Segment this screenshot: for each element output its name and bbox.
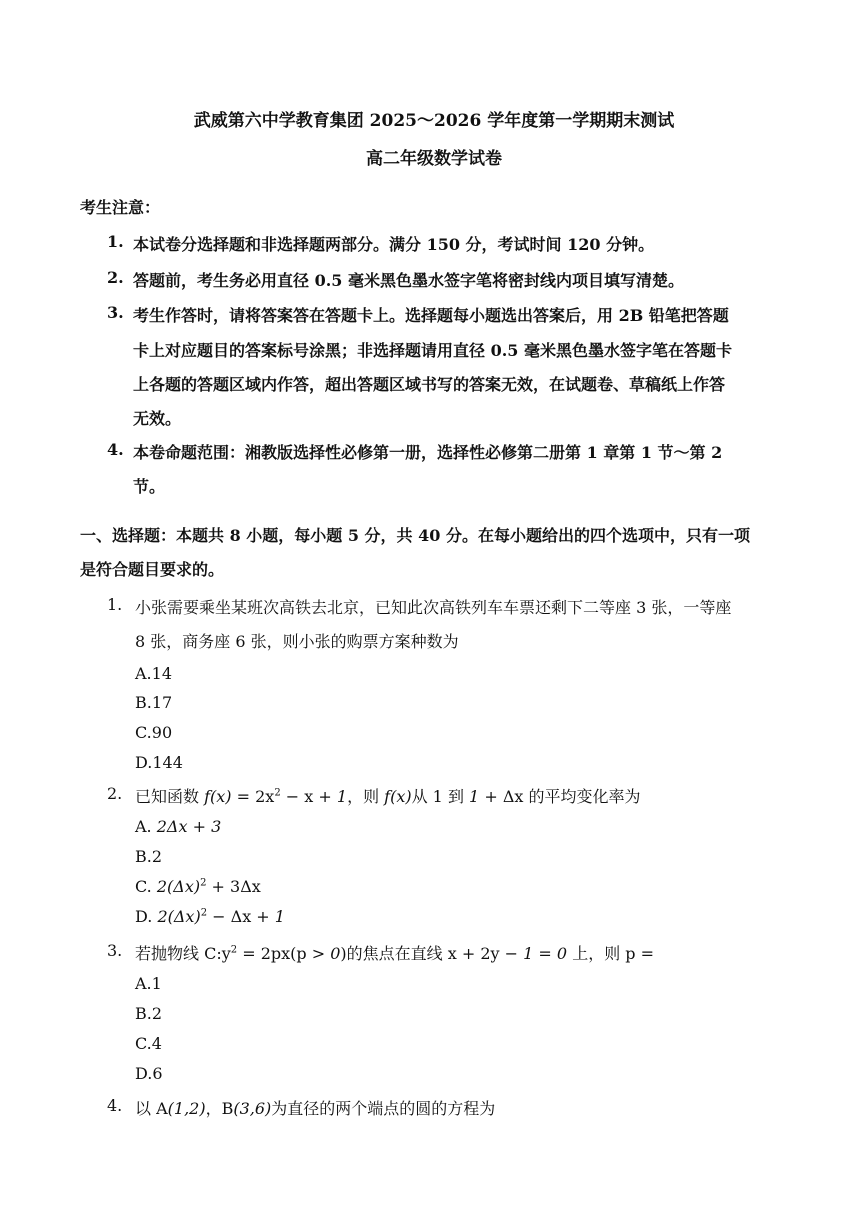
question-3-option-c: C.4 (135, 1034, 162, 1053)
question-3-option-d: D.6 (135, 1064, 163, 1083)
question-1-option-c: C.90 (135, 723, 173, 742)
notice-item-1-line: 本试卷分选择题和非选择题两部分。满分 150 分，考试时间 120 分钟。 (133, 235, 655, 254)
question-1-option-d: D.144 (135, 753, 183, 772)
question-3-number: 3. (107, 941, 123, 960)
question-1-stem-line-2: 8 张，商务座 6 张，则小张的购票方案种数为 (135, 632, 459, 651)
section-1-heading-line-2: 是符合题目要求的。 (80, 560, 225, 579)
notice-item-3-line-1: 考生作答时，请将答案答在答题卡上。选择题每小题选出答案后，用 2B 铅笔把答题 (133, 306, 729, 325)
exam-subtitle: 高二年级数学试卷 (366, 149, 502, 169)
question-2-option-d: D. $2(\Delta x)^2 - \Delta x + 1$ (135, 907, 285, 926)
exam-title: 武威第六中学教育集团 2025～2026 学年度第一学期期末测试 (193, 111, 675, 131)
notice-item-3-line-4: 无效。 (133, 409, 182, 428)
notice-item-1-num: 1. (107, 232, 124, 251)
notice-item-4-num: 4. (107, 440, 124, 459)
question-2-stem: 已知函数 $f(x) = 2x^2 - x + 1$，则 f(x)从 1 到 1 + Δx 的平均变化率为 (135, 787, 641, 806)
question-2-option-c: C. $2(\Delta x)^2 + 3\Delta x$ (135, 877, 261, 896)
question-4-stem: 以 A(1,2)，B(3,6)为直径的两个端点的圆的方程为 (135, 1099, 496, 1118)
notice-item-2-line: 答题前，考生务必用直径 0.5 毫米黑色墨水签字笔将密封线内项目填写清楚。 (133, 271, 684, 290)
question-1-stem-line-1: 小张需要乘坐某班次高铁去北京，已知此次高铁列车车票还剩下二等座 3 张，一等座 (135, 598, 732, 617)
question-3-stem: 若抛物线 $C:y^2 = 2px(p > 0)$的焦点在直线 x + 2y − 1 = 0 上，则 p = (135, 944, 655, 963)
question-1-number: 1. (107, 595, 123, 614)
question-4-number: 4. (107, 1096, 123, 1115)
question-1-option-a: A.14 (135, 664, 172, 683)
question-2-option-b: B.2 (135, 847, 163, 866)
question-2-option-a: A. 2Δx + 3 (135, 817, 222, 836)
notice-item-3-line-3: 上各题的答题区域内作答，超出答题区域书写的答案无效，在试题卷、草稿纸上作答 (133, 375, 726, 394)
notice-item-3-num: 3. (107, 303, 124, 322)
question-3-option-b: B.2 (135, 1004, 163, 1023)
question-1-option-b: B.17 (135, 693, 173, 712)
notice-item-4-line-2: 节。 (133, 477, 166, 496)
notice-heading: 考生注意： (80, 198, 161, 217)
notice-item-2-num: 2. (107, 268, 124, 287)
question-2-number: 2. (107, 784, 123, 803)
question-3-option-a: A.1 (135, 974, 162, 993)
section-1-heading-line-1: 一、选择题：本题共 8 小题，每小题 5 分，共 40 分。在每小题给出的四个选项中，只有一项 (80, 526, 750, 545)
notice-item-4-line-1: 本卷命题范围：湘教版选择性必修第一册，选择性必修第二册第 1 章第 1 节～第 2 (133, 443, 723, 462)
notice-item-3-line-2: 卡上对应题目的答案标号涂黑；非选择题请用直径 0.5 毫米黑色墨水签字笔在答题卡 (133, 341, 732, 360)
